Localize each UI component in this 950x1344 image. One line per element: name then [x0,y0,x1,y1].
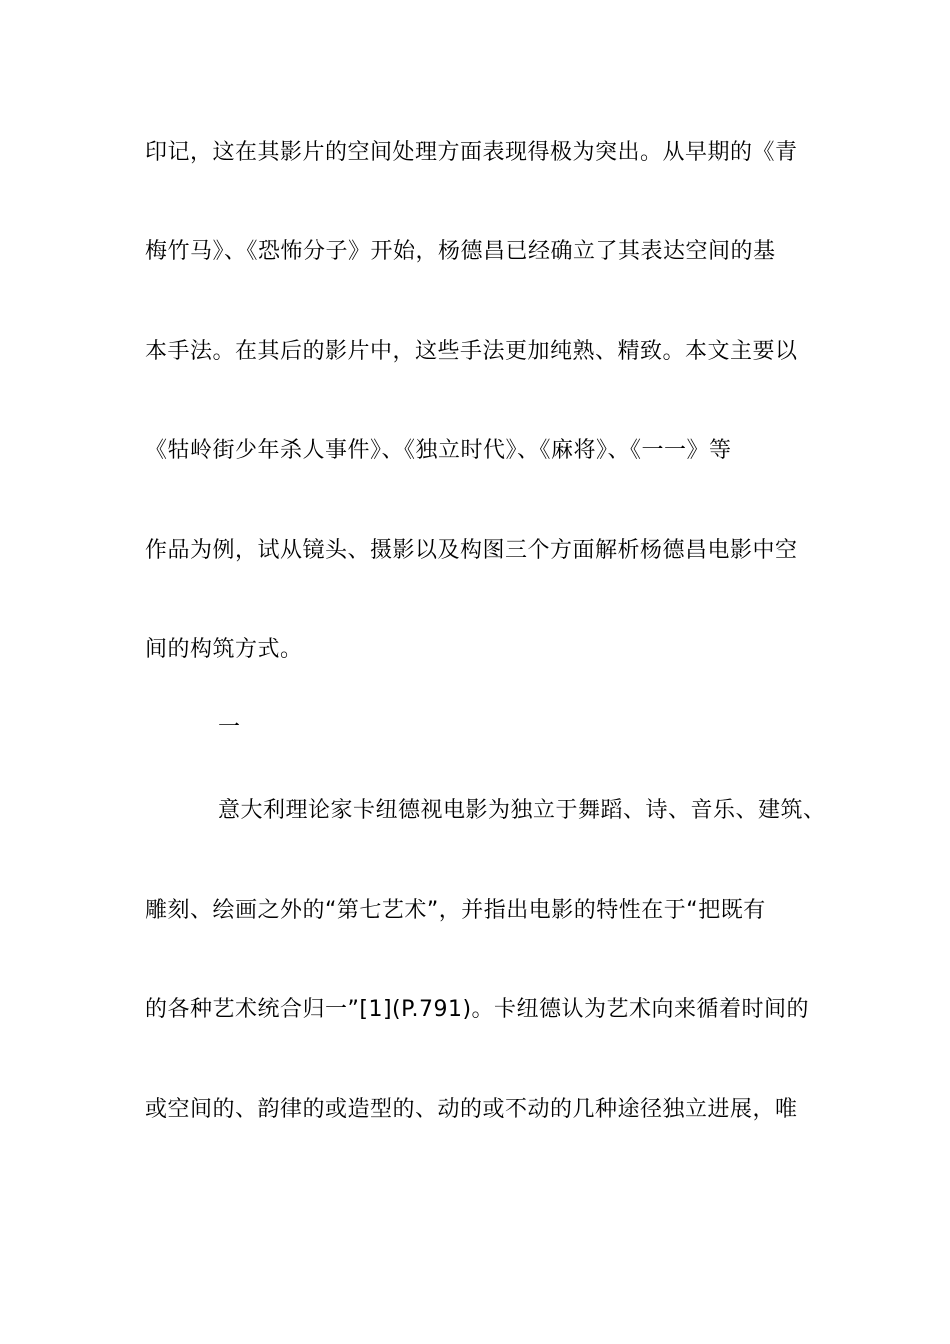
text-line: 的各种艺术统合归一”[1](P.791)。卡纽德认为艺术向来循着时间的 [145,997,810,1022]
text-line: 雕刻、绘画之外的“第七艺术”，并指出电影的特性在于“把既有 [145,898,766,923]
text-line: 印记，这在其影片的空间处理方面表现得极为突出。从早期的《青 [145,140,798,165]
section-marker: 一 [218,715,241,740]
paragraph-first-line: 意大利理论家卡纽德视电影为独立于舞蹈、诗、音乐、建筑、 [218,798,826,823]
text-line: 梅竹马》、《恐怖分子》开始，杨德昌已经确立了其表达空间的基 [145,239,776,264]
text-line: 或空间的、韵律的或造型的、动的或不动的几种途径独立进展，唯 [145,1097,798,1122]
text-line: 间的构筑方式。 [145,637,303,662]
text-line: 《牯岭街少年杀人事件》、《独立时代》、《麻将》、《一一》等 [145,438,732,463]
text-line: 本手法。在其后的影片中，这些手法更加纯熟、精致。本文主要以 [145,339,798,364]
text-line: 作品为例，试从镜头、摄影以及构图三个方面解析杨德昌电影中空 [145,538,798,563]
